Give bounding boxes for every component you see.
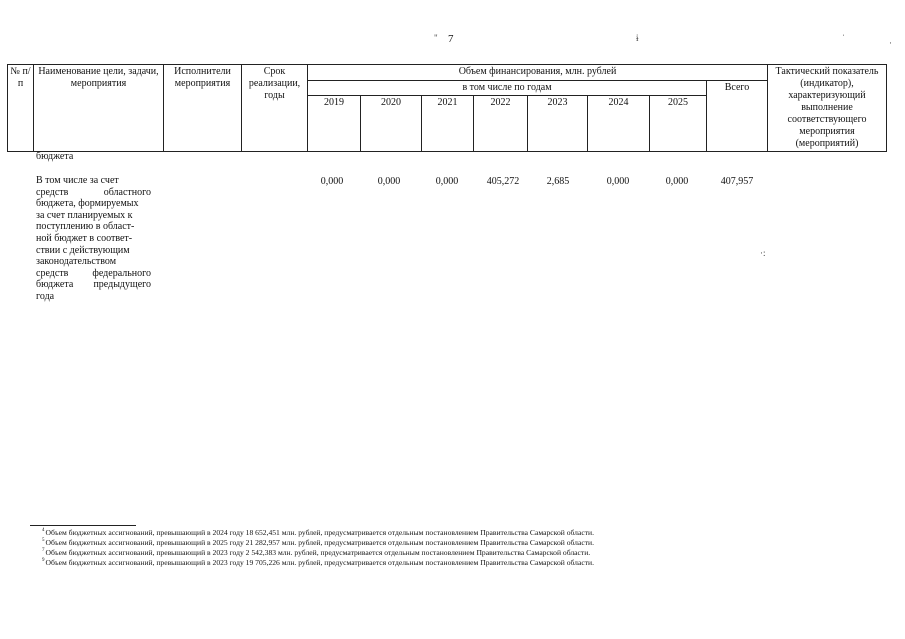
header-year: 2022 xyxy=(474,96,528,152)
footnote-mark: 7 xyxy=(42,548,45,553)
description-line: ствии с действующим xyxy=(36,244,130,256)
value-2022: 405,272 xyxy=(486,176,520,187)
footnote-text: Объем бюджетных ассигнований, превышающий в 2023 году 19 705,226 млн. рублей, предусматривается отдельным постановлением Правительства Самарской области. xyxy=(45,558,594,567)
header-year: 2020 xyxy=(361,96,422,152)
footnote-text: Объем бюджетных ассигнований, превышающий в 2024 году 18 652,451 млн. рублей, предусматривается отдельным постановлением Правительства Самарской области. xyxy=(45,528,594,537)
header-by-years: в том числе по годам xyxy=(308,81,707,96)
description-line: бюджета, формируемых xyxy=(36,198,139,210)
scan-artifact: ·: xyxy=(760,248,766,258)
footnote-text: Объем бюджетных ассигнований, превышающий в 2023 году 2 542,383 млн. рублей, предусматривается отдельным постановлением Правительства Самарской области. xyxy=(45,548,591,557)
continuation-text: бюджета xyxy=(36,151,74,162)
header-term: Срок реализации, годы xyxy=(242,65,308,152)
footnote xyxy=(42,548,594,558)
footnote-text: Объем бюджетных ассигнований, превышающий в 2025 году 21 282,957 млн. рублей, предусматривается отдельным постановлением Правительства Самарской области. xyxy=(45,538,594,547)
value-2019: 0,000 xyxy=(320,176,344,187)
description-line: ной бюджет в соответ- xyxy=(36,232,133,244)
description-line: за счет планируемых к xyxy=(36,209,133,221)
footnote xyxy=(42,528,594,538)
footnote xyxy=(42,538,594,548)
footnote-mark: 4 xyxy=(42,528,45,533)
footnote-mark: 5 xyxy=(42,538,45,543)
header-funding-title: Объем финансирования, млн. рублей xyxy=(308,65,768,81)
funding-table xyxy=(7,64,887,152)
scan-artifact: ɨ xyxy=(636,33,639,43)
scan-artifact: ˈ xyxy=(842,33,845,43)
header-year: 2025 xyxy=(650,96,707,152)
footnotes xyxy=(42,528,594,568)
description-line: средств федерального xyxy=(36,267,151,279)
header-total: Всего xyxy=(707,81,768,152)
header-year: 2024 xyxy=(588,96,650,152)
value-2024: 0,000 xyxy=(606,176,630,187)
footnote xyxy=(42,558,594,568)
row-description xyxy=(36,175,151,303)
value-2020: 0,000 xyxy=(377,176,401,187)
value-2021: 0,000 xyxy=(435,176,459,187)
header-indicator: Тактический показатель (индикатор), характеризующий выполнение соответствующего мероприятия (мероприятий) xyxy=(768,65,887,152)
header-year: 2019 xyxy=(308,96,361,152)
header-num: № п/п xyxy=(8,65,34,152)
header-executors: Исполнители мероприятия xyxy=(164,65,242,152)
description-line: года xyxy=(36,290,55,302)
description-line: средств областного xyxy=(36,186,151,198)
description-line: законодательством xyxy=(36,256,117,268)
footnote-mark: 9 xyxy=(42,558,45,563)
scan-artifact: " xyxy=(434,33,438,43)
value-total: 407,957 xyxy=(720,176,754,187)
page-number: 7 xyxy=(448,33,454,45)
value-2023: 2,685 xyxy=(546,176,570,187)
header-name: Наименование цели, задачи, мероприятия xyxy=(34,65,164,152)
value-2025: 0,000 xyxy=(665,176,689,187)
description-line: бюджета предыдущего xyxy=(36,279,151,291)
scan-artifact: · xyxy=(889,38,892,48)
header-year: 2023 xyxy=(528,96,588,152)
description-line: поступлению в област- xyxy=(36,221,135,233)
header-year: 2021 xyxy=(422,96,474,152)
footnote-divider xyxy=(30,525,136,526)
description-line: В том числе за счет xyxy=(36,175,119,186)
